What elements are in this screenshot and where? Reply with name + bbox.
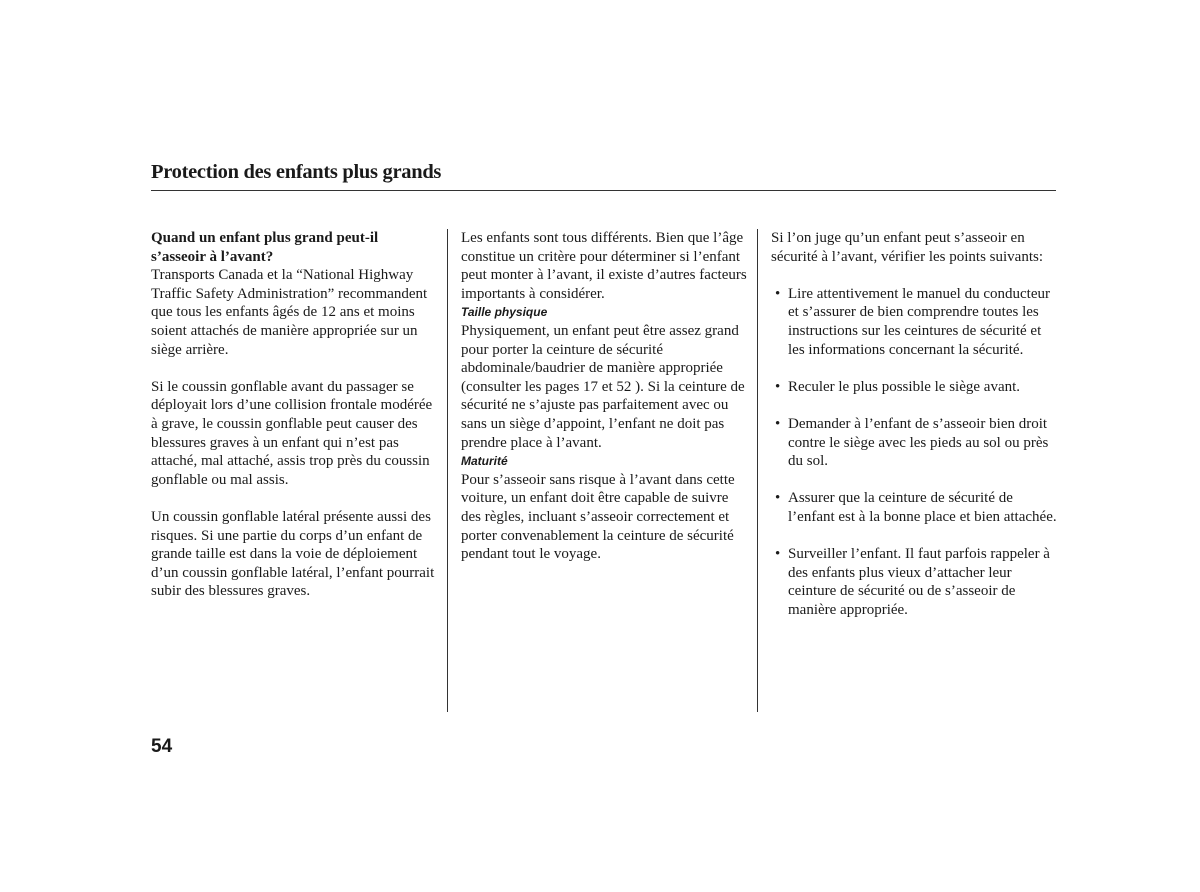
paragraph-maturity: Pour s’asseoir sans risque à l’avant dans cette voiture, un enfant doit être capable de suivre des règles, incluant s’asseoir correctement et porter convenablement la ceinture de sécurité pendant tout le voyage. — [461, 471, 735, 563]
safety-checklist — [771, 285, 1061, 620]
paragraph-front-airbag-risk: Si le coussin gonflable avant du passager se déployait lors d’une collision frontale modérée à grave, le coussin gonflable peut causer des blessures graves à un enfant qui n’est pas attaché, mal attaché, assis trop près du coussin gonflable ou mal assis. — [151, 378, 433, 488]
paragraph-physical-size: Physiquement, un enfant peut être assez grand pour porter la ceinture de sécurité abdominale/baudrier de manière appropriée (consulter les pages 17 et 52 ). Si la ceinture de sécurité ne s’ajuste pas parfaitement avec ou sans un siège d’appoint, l’enfant ne doit pas prendre place à l’avant. — [461, 322, 745, 451]
checklist-item-text: Assurer que la ceinture de sécurité de l’enfant est à la bonne place et bien attachée. — [788, 490, 1057, 525]
checklist-item — [771, 489, 1061, 526]
column-1 — [151, 229, 436, 601]
column-divider-2 — [757, 229, 758, 712]
checklist-item-text: Reculer le plus possible le siège avant. — [788, 378, 1021, 395]
bullet-icon: • — [775, 285, 781, 302]
page-number: 54 — [151, 736, 173, 757]
checklist-item-text: Demander à l’enfant de s’asseoir bien droit contre le siège avec les pieds au sol ou près du sol. — [788, 415, 1049, 470]
bullet-icon: • — [775, 546, 781, 563]
checklist-item-text: Surveiller l’enfant. Il faut parfois rappeler à des enfants plus vieux d’attacher leur ceinture de sécurité ou de s’asseoir de manière appropriée. — [788, 546, 1050, 618]
subheading-maturity: Maturité — [461, 454, 508, 469]
section-heading-front-seat-question: Quand un enfant plus grand peut-il s’asseoir à l’avant? — [151, 230, 379, 265]
paragraph-checklist-intro: Si l’on juge qu’un enfant peut s’asseoir en sécurité à l’avant, vérifier les points suivants: — [771, 230, 1043, 265]
title-divider — [151, 190, 1056, 191]
bullet-icon: • — [775, 415, 781, 432]
checklist-item — [771, 545, 1061, 619]
bullet-icon: • — [775, 490, 781, 507]
column-2 — [461, 229, 749, 564]
page-title: Protection des enfants plus grands — [151, 161, 442, 183]
subheading-physical-size: Taille physique — [461, 305, 548, 320]
paragraph-children-differ: Les enfants sont tous différents. Bien que l’âge constitue un critère pour déterminer si l’enfant peut monter à l’avant, il existe d’autres facteurs importants à considérer. — [461, 230, 747, 302]
column-divider-1 — [447, 229, 448, 712]
paragraph-recommendation: Transports Canada et la “National Highway Traffic Safety Administration” recommandent que tous les enfants âgés de 12 ans et moins soient attachés de manière appropriée sur un siège arrière. — [151, 267, 428, 358]
paragraph-side-airbag-risk: Un coussin gonflable latéral présente aussi des risques. Si une partie du corps d’un enfant de grande taille est dans la voie de déploiement d’un coussin gonflable latéral, l’enfant pourrait subir des blessures graves. — [151, 508, 435, 600]
checklist-item — [771, 415, 1061, 471]
bullet-icon: • — [775, 378, 781, 395]
column-3 — [771, 229, 1061, 638]
checklist-item — [771, 378, 1061, 397]
checklist-item-text: Lire attentivement le manuel du conducteur et s’assurer de bien comprendre toutes les instructions sur les ceintures de sécurité et les informations concernant la sécurité. — [788, 285, 1050, 358]
checklist-item — [771, 285, 1061, 359]
